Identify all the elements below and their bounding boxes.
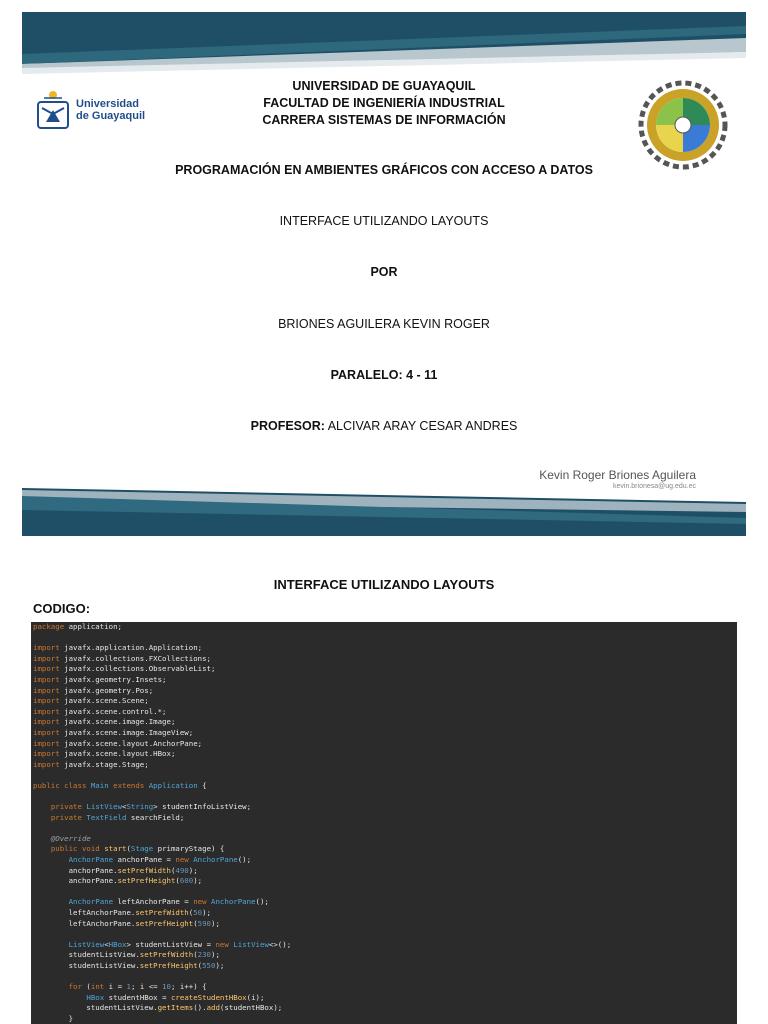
section-title: INTERFACE UTILIZANDO LAYOUTS <box>273 577 495 592</box>
faculty-seal <box>638 80 728 175</box>
header-line1: UNIVERSIDAD DE GUAYAQUIL <box>292 79 476 93</box>
professor-name: ALCIVAR ARAY CESAR ANDRES <box>327 419 518 433</box>
topic-title: INTERFACE UTILIZANDO LAYOUTS <box>279 214 489 228</box>
professor-line <box>22 419 746 433</box>
code-label: CODIGO: <box>33 601 91 616</box>
parallel: PARALELO: 4 - 11 <box>330 368 438 382</box>
author-name: BRIONES AGUILERA KEVIN ROGER <box>278 317 490 331</box>
subject-title: PROGRAMACIÓN EN AMBIENTES GRÁFICOS CON ACCESO A DATOS <box>175 163 593 177</box>
header-line3: CARRERA SISTEMAS DE INFORMACIÓN <box>262 113 506 127</box>
bottom-banner <box>22 472 746 536</box>
author-signature: Kevin Roger Briones Aguilera <box>539 468 696 482</box>
gear-seal-icon <box>638 80 728 170</box>
logo-line1: Universidad <box>76 98 139 110</box>
professor-label: PROFESOR: <box>250 419 325 433</box>
code-block: package application; import javafx.application.Application; import javafx.collections.FXCollections; import javafx.collections.ObservableList; import javafx.geometry.Insets; import javafx.geometry.Pos; import javafx.scene.Scene; import javafx.scene.control.*; import javafx.scene.image.Image; import javafx.scene.image.ImageView; import javafx.scene.layout.AnchorPane; import javafx.scene.layout.HBox; import javafx.stage.Stage; public class Main extends Application { private ListView<String> studentInfoListView; private TextField searchField; @Override public void start(Stage primaryStage) { AnchorPane anchorPane = new AnchorPane(); anchorPane.setPrefWidth(490); anchorPane.setPrefHeight(600); AnchorPane leftAnchorPane = new AnchorPane(); leftAnchorPane.setPrefWidth(50); leftAnchorPane.setPrefHeight(590); ListView<HBox> studentListView = new ListView<>(); studentListView.setPrefWidth(230); studentListView.setPrefHeight(550); for (int i = 1; i <= 10; i++) { HBox studentHBox = createStudentHBox(i); studentListView.getItems().add(studentHBox); } <box>31 622 737 1024</box>
author-email: kevin.brionesa@ug.edu.ec <box>613 483 696 490</box>
by-label: POR <box>370 265 398 279</box>
header-line2: FACULTAD DE INGENIERÍA INDUSTRIAL <box>263 96 505 110</box>
logo-line2: de Guayaquil <box>76 110 146 122</box>
cover-page <box>22 12 746 536</box>
top-banner <box>22 12 746 74</box>
